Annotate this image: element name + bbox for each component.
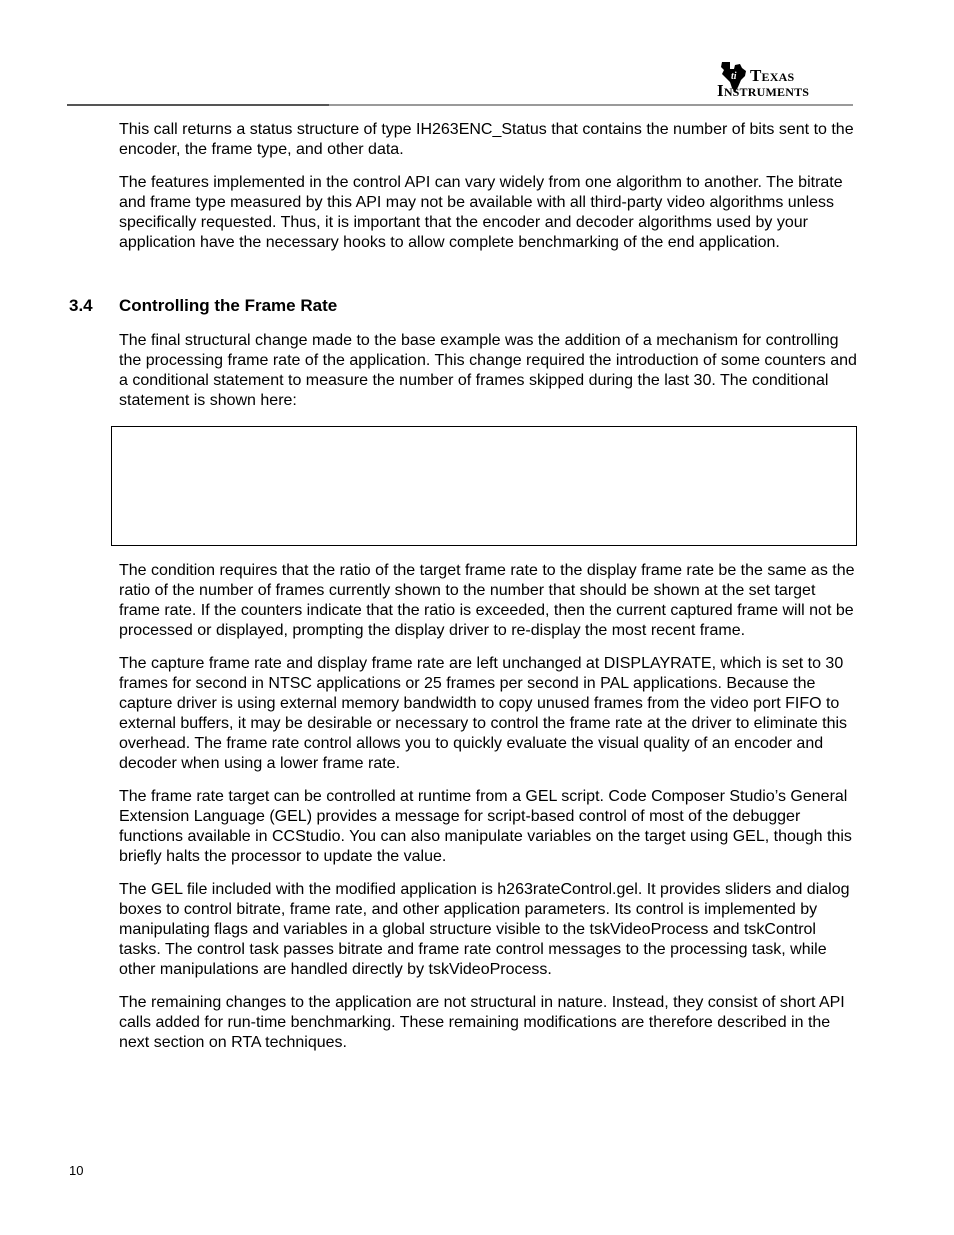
- texas-instruments-logo: [716, 58, 846, 102]
- body-top: [119, 120, 857, 266]
- logo-line-1: Texas: [750, 66, 795, 85]
- body-bottom: [119, 561, 857, 1066]
- paragraph: The GEL file included with the modified application is h263rateControl.gel. It provides sliders and dialog boxes to control bitrate, frame rate, and other application parameters. Its control is implemented by manipulating flags and variables in a global structure visible to the tskVideoProcess and tskControl tasks. The control task passes bitrate and frame rate control messages to the processing task, while other manipulations are handled directly by tskVideoProcess.: [119, 881, 850, 978]
- section-intro-block: [119, 331, 857, 424]
- code-listing-box: [111, 426, 857, 546]
- paragraph: This call returns a status structure of type IH263ENC_Status that contains the number of bits sent to the encoder, the frame type, and other data.: [119, 121, 854, 158]
- paragraph: The condition requires that the ratio of the target frame rate to the display frame rate be the same as the ratio of the number of frames currently shown to the number that should be shown at the set target frame rate. If the counters indicate that the ratio is exceeded, then the current captured frame will not be processed or displayed, prompting the display driver to re-display the most recent frame.: [119, 562, 855, 639]
- section-title: Controlling the Frame Rate: [119, 296, 338, 315]
- paragraph: The remaining changes to the application are not structural in nature. Instead, they consist of short API calls added for run-time benchmarking. These remaining modifications are therefore described in the next section on RTA techniques.: [119, 994, 845, 1051]
- header-divider-accent: [67, 104, 329, 106]
- paragraph: The frame rate target can be controlled at runtime from a GEL script. Code Composer Studio’s General Extension Language (GEL) provides a message for script-based control of most of the debugger functions available in CCStudio. You can also manipulate variables on the target using GEL, though this briefly halts the processor to update the value.: [119, 788, 852, 865]
- paragraph: The final structural change made to the base example was the addition of a mechanism for controlling the processing frame rate of the application. This change required the introduction of some counters and a conditional statement to measure the number of frames skipped during the last 30. The conditional statement is shown here:: [119, 332, 857, 409]
- page-number: 10: [69, 1163, 84, 1178]
- section-number: 3.4: [69, 296, 93, 315]
- paragraph: The features implemented in the control API can vary widely from one algorithm to another. The bitrate and frame type measured by this API may not be available with all third-party video algorithms unless specifically requested. Thus, it is important that the encoder and decoder algorithms used by your application have the necessary hooks to allow complete benchmarking of the end application.: [119, 174, 843, 251]
- section-heading: [69, 296, 337, 316]
- paragraph: The capture frame rate and display frame rate are left unchanged at DISPLAYRATE, which is set to 30 frames for second in NTSC applications or 25 frames per second in PAL applications. Because the capture driver is using external memory bandwidth to copy unused frames from the video port FIFO to external buffers, it may be desirable or necessary to control the frame rate at the driver to eliminate this overhead. The frame rate control allows you to quickly evaluate the visual quality of an encoder and decoder when using a lower frame rate.: [119, 655, 848, 772]
- logo-line-2: Instruments: [717, 81, 810, 100]
- svg-text:ti: ti: [731, 71, 737, 82]
